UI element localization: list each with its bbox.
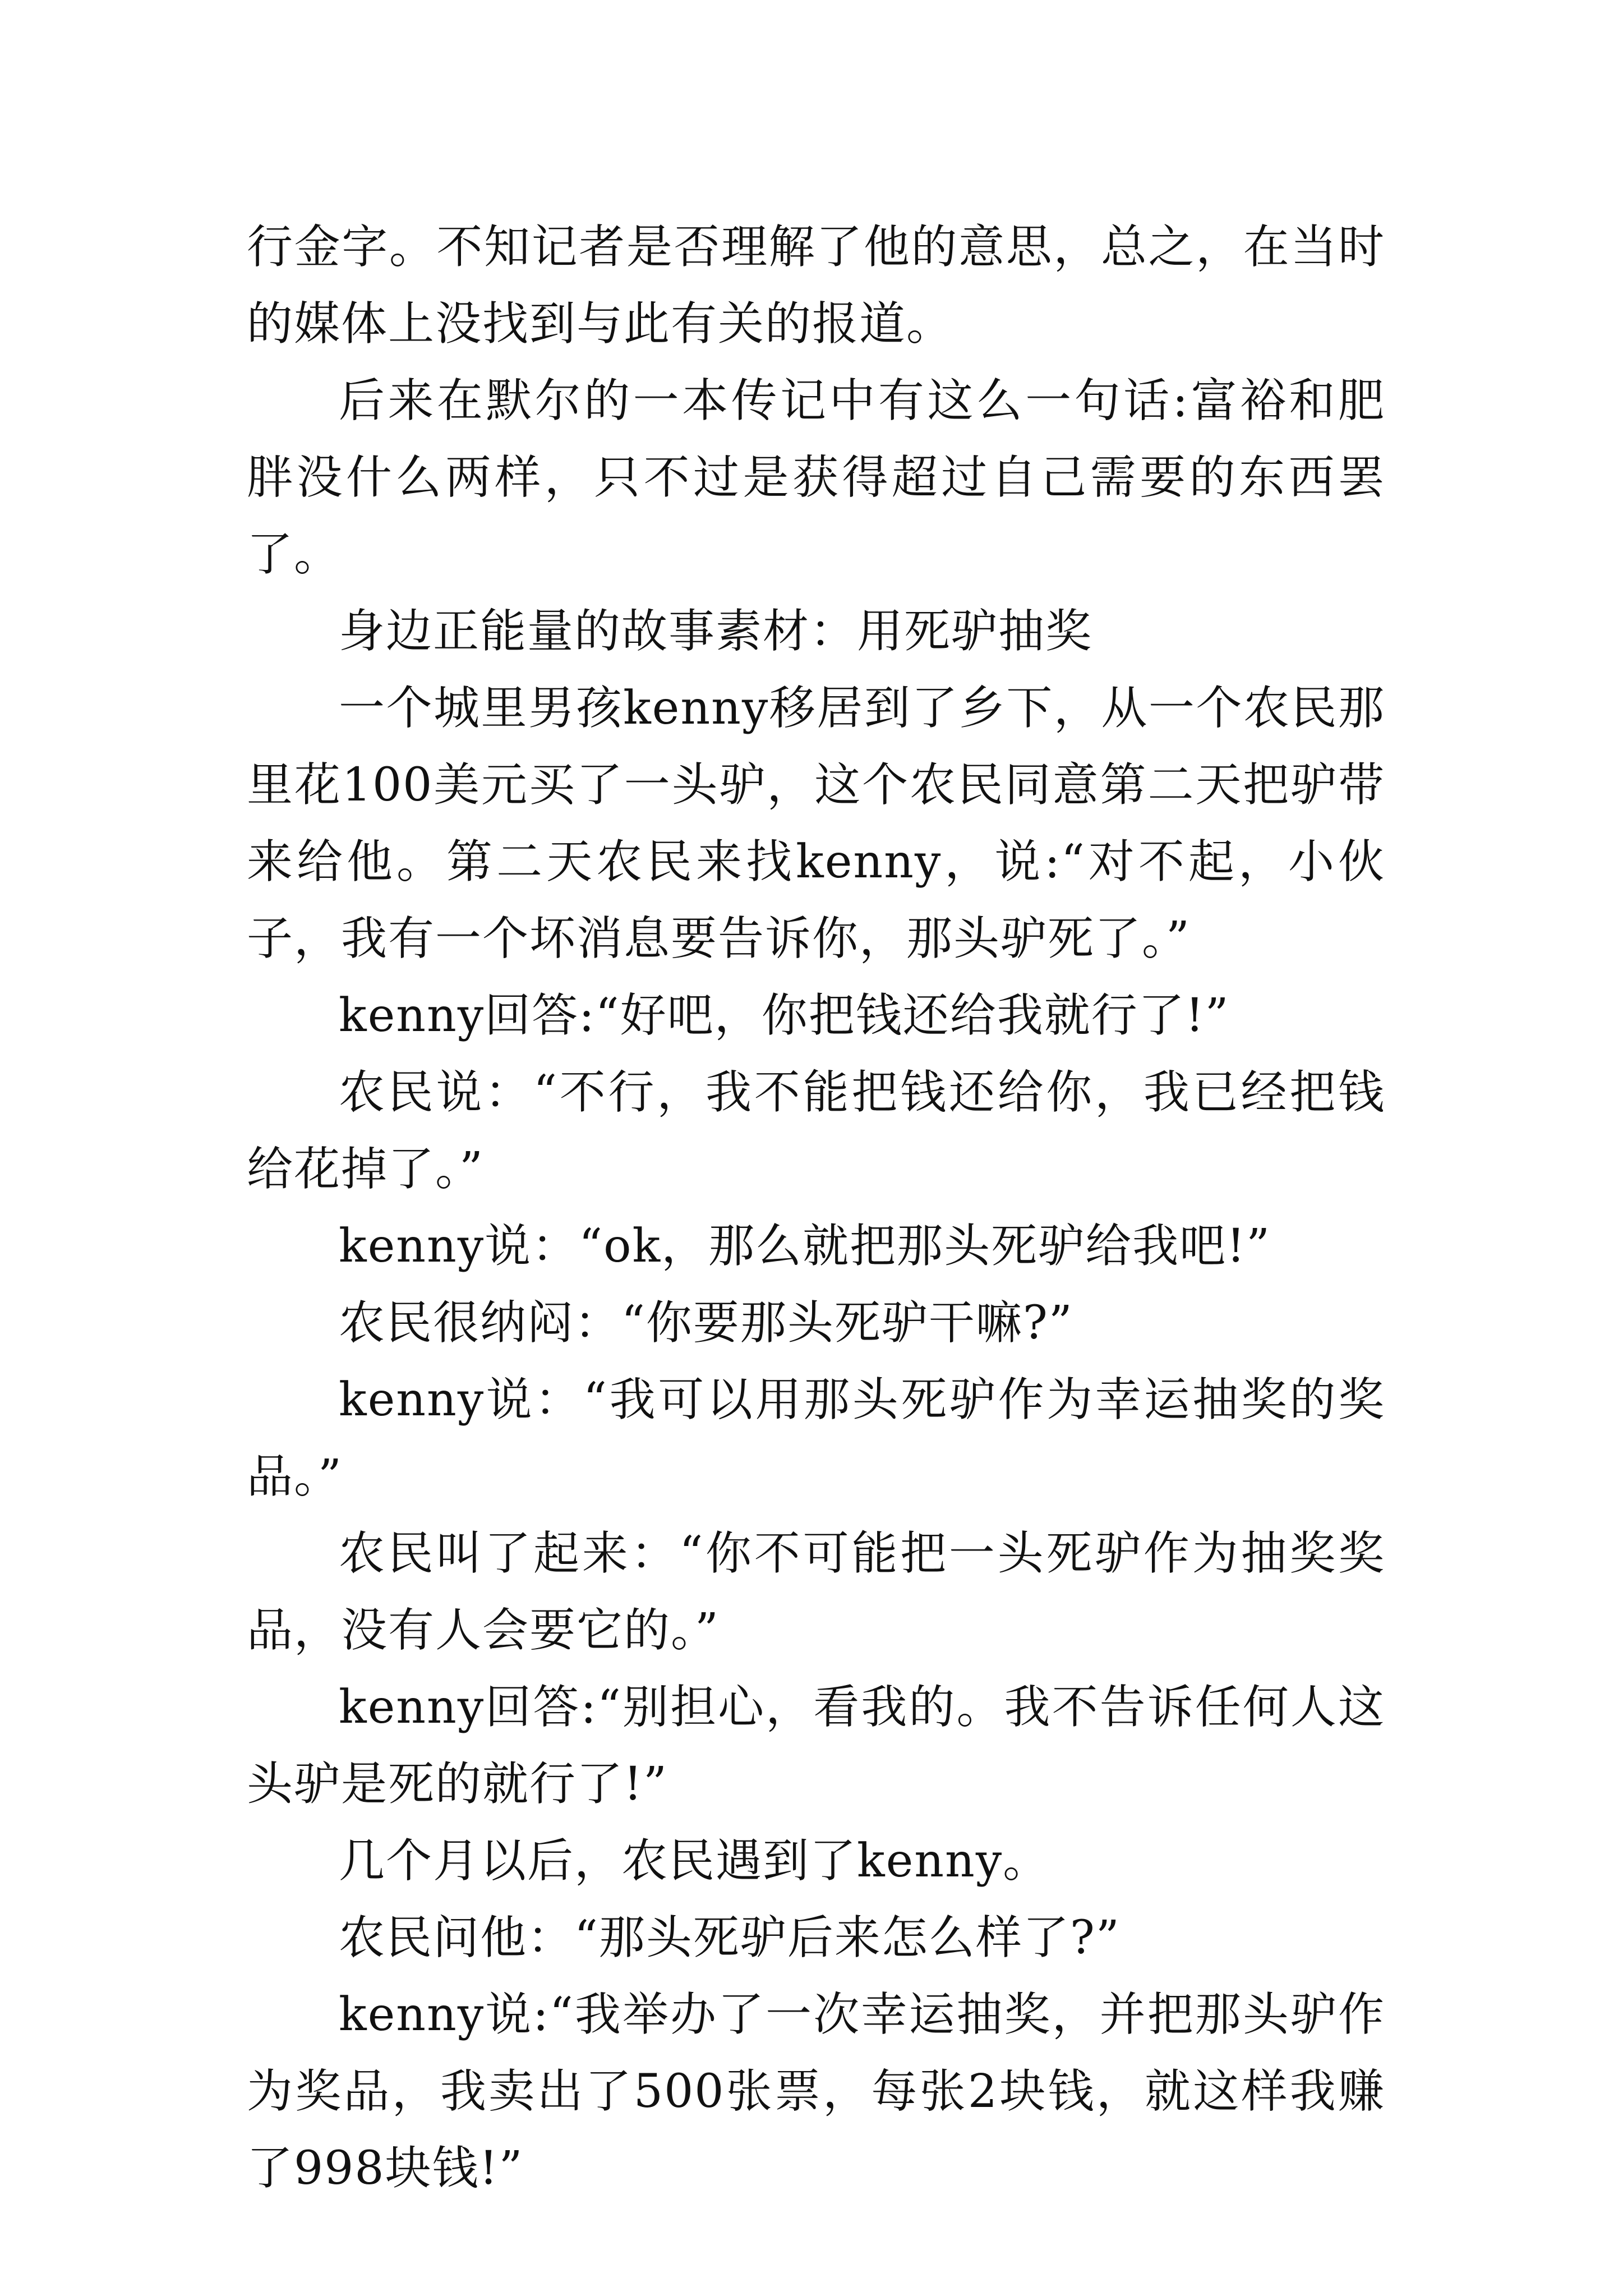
paragraph: 一个城里男孩kenny移居到了乡下，从一个农民那里花100美元买了一头驴，这个农民同意第二天把驴带来给他。第二天农民来找kenny，说:“对不起，小伙子，我有一个坏消息要告诉你，那头驴死了。” xyxy=(247,682,1385,965)
paragraph: kenny回答:“别担心，看我的。我不告诉任何人这头驴是死的就行了!” xyxy=(247,1681,1385,1811)
paragraph: 农民叫了起来：“你不可能把一头死驴作为抽奖奖品，没有人会要它的。” xyxy=(247,1527,1385,1657)
paragraph: 几个月以后，农民遇到了kenny。 xyxy=(339,1834,1050,1888)
paragraph: 行金字。不知记者是否理解了他的意思，总之，在当时的媒体上没找到与此有关的报道。 xyxy=(247,220,1385,351)
paragraph: kenny说：“我可以用那头死驴作为幸运抽奖的奖品。” xyxy=(247,1373,1385,1503)
paragraph: kenny回答:“好吧，你把钱还给我就行了!” xyxy=(339,989,1230,1042)
paragraph: 农民很纳闷：“你要那头死驴干嘛?” xyxy=(339,1296,1073,1350)
paragraph: 农民说：“不行，我不能把钱还给你，我已经把钱给花掉了。” xyxy=(247,1066,1385,1196)
paragraph: 农民问他：“那头死驴后来怎么样了?” xyxy=(339,1911,1121,1964)
paragraph: kenny说：“ok，那么就把那头死驴给我吧!” xyxy=(339,1220,1271,1273)
document-body xyxy=(247,209,1385,2207)
paragraph: kenny说:“我举办了一次幸运抽奖，并把那头驴作为奖品，我卖出了500张票，每张2块钱，就这样我赚了998块钱!” xyxy=(247,1988,1385,2195)
section-heading: 身边正能量的故事素材：用死驴抽奖 xyxy=(339,605,1093,658)
paragraph: 后来在默尔的一本传记中有这么一句话:富裕和肥胖没什么两样，只不过是获得超过自己需要的东西罢了。 xyxy=(247,374,1385,581)
